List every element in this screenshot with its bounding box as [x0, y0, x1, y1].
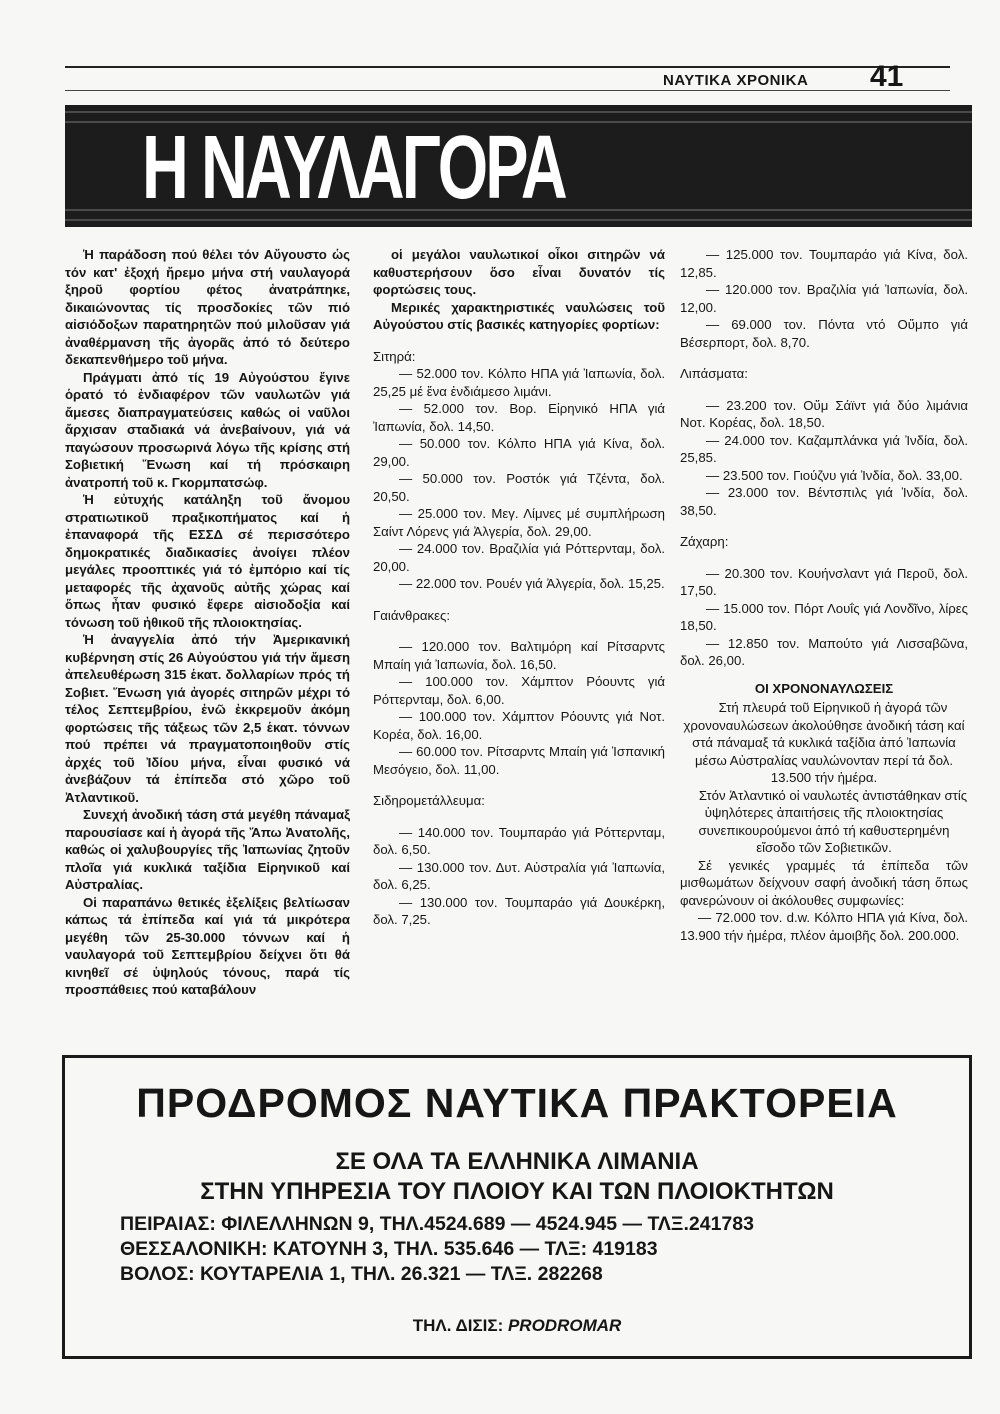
fixture-item: — 24.000 τον. Βραζιλία γιά Ρόττερνταμ, δολ. 20,00. [373, 541, 665, 574]
fixture-item: — 15.000 τον. Πόρτ Λουΐς γιά Λονδῖνο, λίρες 18,50. [680, 600, 968, 633]
category-heading: Σιδηρομετάλλευμα: [373, 793, 485, 808]
ad-company-name: ΠΡΟΔΡΟΜΟΣ ΝΑΥΤΙΚΑ ΠΡΑΚΤΟΡΕΙΑ [136, 1080, 898, 1126]
paragraph: Συνεχή ἀνοδική τάση στά μεγέθη πάναμαξ παρουσίασε καί ἡ ἀγορά τῆς Ἄπω Ἀνατολῆς, καθώς οἱ χαλυβουργίες τῆς Ἰαπωνίας ζητοῦν πλοῖα γιά κυκλικά ταξίδια Εἰρηνικοῦ καί Αὐστραλίας. [65, 807, 350, 892]
category-heading: Σιτηρά: [373, 348, 416, 364]
paragraph: Στόν Ἀτλαντικό οἱ ναυλωτές ἀντιστάθηκαν στίς ὑψηλότερες ἀπαιτήσεις τῆς πλοιοκτησίας συνεπικουρούμενοι ἀπό τή καθυστερημένη εἴσοδο τῶν Σοβιετικῶν. [698, 787, 968, 855]
ad-address-thessaloniki: ΘΕΣΣΑΛΟΝΙΚΗ: ΚΑΤΟΥΝΗ 3, ΤΗΛ. 535.646 — ΤΛΞ: 419183 [120, 1238, 658, 1260]
fixture-item: — 12.850 τον. Μαπούτο γιά Λισσαβῶνα, δολ. 26,00. [680, 635, 968, 668]
ad-tagline-1: ΣΕ ΟΛΑ ΤΑ ΕΛΛΗΝΙΚΑ ΛΙΜΑΝΙΑ [335, 1148, 699, 1175]
fixture-item: — 52.000 τον. Βορ. Εἰρηνικό ΗΠΑ γιά Ἰαπωνία, δολ. 14,50. [373, 401, 665, 434]
fixture-item: — 130.000 τον. Τουμπαράο γιά Δουκέρκη, δολ. 7,25. [373, 894, 665, 927]
fixture-item: — 120.000 τον. Βαλτιμόρη καί Ρίτσαρντς Μπαίη γιά Ἰαπωνία, δολ. 16,50. [373, 639, 665, 672]
fixture-item: — 22.000 τον. Ρουέν γιά Ἀλγερία, δολ. 15,25. [399, 576, 665, 591]
fixture-item: — 23.200 τον. Οὔμ Σάϊντ γιά δύο λιμάνια Νοτ. Κορέας, δολ. 18,50. [680, 397, 968, 430]
paragraph: Ἡ ἀναγγελία ἀπό τήν Ἀμερικανική κυβέρνηση στίς 26 Αὐγούστου γιά τήν ἄμεση ἀπελευθέρωση 315 ἑκατ. δολλαρίων πρός τή Σοβιετ. Ἕνωση γιά ἀγορές σιτηρῶν μέχρι τό τέλος Σεπτεμβρίου, ἐνῶ ἐκκρεμοῦν ἀκόμη φορτώσεις τῆς τάξεως τῶν 2,5 ἑκατ. τόννων πού πρέπει νά πραγματοποιηθοῦν στίς ἀρχές τοῦ Ἰδίου μήνα, εἶναι φυσικό νά ἀνεβάζουν τά ἐπίπεδα στό χῶρο τοῦ Ἀτλαντικοῦ. [65, 632, 350, 805]
ad-tel-label: ΤΗΛ. ΔΙΣΙΣ: [412, 1316, 504, 1335]
paragraph: Ἡ παράδοση πού θέλει τόν Αὔγουστο ὡς τόν κατ' ἐξοχή ἤρεμο μήνα στή ναυλαγορά ξηροῦ φορτίου φέτος ἀνατράπηκε, δικαιώνοντας τίς προσδοκίες τῶν πιό αἰσιόδοξων παρατηρητῶν πού μιλοῦσαν γιά ἀναθέρμανση τῆς ἀγορᾶς ἀπό τό δεύτερο δεκαπενθήμερο τοῦ μήνα. [65, 247, 350, 367]
ad-cable-address [65, 1316, 969, 1336]
article-column-3 [680, 246, 968, 944]
category-heading: Ζάχαρη: [680, 534, 729, 549]
paragraph: Οἱ παραπάνω θετικές ἐξελίξεις βελτίωσαν κάπως τά ἐπίπεδα καί γιά τά μικρότερα μεγέθη τῶν 25-30.000 τόννων καί ἡ ναυλαγορά τοῦ Σεπτεμβρίου δείχνει ὅτι θά κινηθεῖ σέ ὑψηλούς τόνους, παρά τίς προσπάθειες πού καταβάλουν [65, 894, 350, 997]
paragraph: Σέ γενικές γραμμές τά ἐπίπεδα τῶν μισθωμάτων δείχνουν σαφή ἀνοδική τάση ὅπως φανερώνουν οἱ ἀκόλουθες συμφωνίες: [680, 857, 968, 908]
fixture-item: — 125.000 τον. Τουμπαράο γιά Κίνα, δολ. 12,85. [680, 247, 968, 280]
fixture-item: — 130.000 τον. Δυτ. Αὐστραλία γιά Ἰαπωνία, δολ. 6,25. [373, 859, 665, 892]
section-heading: ΟΙ ΧΡΟΝΟΝΑΥΛΩΣΕΙΣ [754, 680, 894, 696]
article-column-2 [373, 246, 665, 929]
fixture-item: — 20.300 τον. Κουήνσλαντ γιά Περοῦ, δολ. 17,50. [680, 565, 968, 598]
paragraph: Στή πλευρά τοῦ Εἰρηνικοῦ ἡ ἀγορά τῶν χρονοναυλώσεων ἀκολούθησε ἀνοδική τάση καί στά πάναμαξ τά κυκλικά ταξίδια ἀπό Ἰαπωνία μέσω Αὐστραλίας ναυλώνονταν περί τά δολ. 13.500 τήν ἡμέρα. [683, 700, 965, 785]
fixture-item: — 60.000 τον. Ρίτσαρντς Μπαίη γιά Ἱσπανική Μεσόγειο, δολ. 11,00. [373, 744, 665, 777]
page-title: Η ΝΑΥΛΑΓΟΡΑ [142, 118, 565, 218]
fixture-item: — 50.000 τον. Κόλπο ΗΠΑ γιά Κίνα, δολ. 29,00. [373, 436, 665, 469]
paragraph: Πράγματι ἀπό τίς 19 Αὐγούστου ἔγινε ὁρατό τό ἐνδιαφέρον τῶν ναυλωτῶν γιά ἄμεσες διαπραγματεύσεις καθώς οἱ ναῦλοι ἄρχισαν σταδιακά νά ἀνεβαίνουν, γιά νά παγώσουν προσωρινά λόγω τῆς κρίσης στή Σοβιετική Ἕνωση καί τή πρόσκαιρη ἀνατροπή τοῦ κ. Γκορμπατσώφ. [65, 369, 350, 490]
fixture-item: — 23.000 τον. Βέντσπιλς γιά Ἰνδία, δολ. 38,50. [680, 485, 968, 518]
fixture-item: — 140.000 τον. Τουμπαράο γιά Ρόττερνταμ, δολ. 6,50. [373, 824, 665, 857]
ad-tagline-2: ΣΤΗΝ ΥΠΗΡΕΣΙΑ ΤΟΥ ΠΛΟΙΟΥ ΚΑΙ ΤΩΝ ΠΛΟΙΟΚΤΗΤΩΝ [200, 1178, 834, 1205]
fixture-item: — 50.000 τον. Ροστόκ γιά Τζέντα, δολ. 20,50. [373, 471, 665, 504]
header-rule-top [65, 66, 950, 68]
fixture-item: — 52.000 τον. Κόλπο ΗΠΑ γιά Ἰαπωνία, δολ. 25,25 μέ ἕνα ἐνδιάμεσο λιμάνι. [373, 366, 665, 399]
paragraph: Μερικές χαρακτηριστικές ναυλώσεις τοῦ Αὐγούστου στίς βασικές κατηγορίες φορτίων: [373, 299, 665, 332]
header-rule-bottom [65, 90, 950, 91]
fixture-item: — 100.000 τον. Χάμπτον Ρόουντς γιά Ρόττερνταμ, δολ. 6,00. [373, 674, 665, 707]
fixture-item: — 100.000 τον. Χάμπτον Ρόουντς γιά Νοτ. Κορέα, δολ. 16,00. [373, 709, 665, 742]
paragraph: οἱ μεγάλοι ναυλωτικοί οἶκοι σιτηρῶν νά καθυστερήσουν ὅσο εἶναι δυνατόν τίς φορτώσεις τους. [373, 247, 665, 297]
advertisement-box [62, 1055, 972, 1359]
fixture-item: — 23.500 τον. Γιούζνυ γιά Ἰνδία, δολ. 33,00. [706, 467, 963, 483]
fixture-item: — 25.000 τον. Μεγ. Λίμνες μέ συμπλήρωση Σαίντ Λόρενς γιά Ἀλγερία, δολ. 29,00. [373, 506, 665, 539]
title-banner [65, 105, 972, 227]
fixture-item: — 120.000 τον. Βραζιλία γιά Ἰαπωνία, δολ. 12,00. [680, 282, 968, 315]
fixture-item: — 69.000 τον. Πόντα ντό Οὔμπο γιά Βέσερπορτ, δολ. 8,70. [680, 317, 968, 350]
category-heading: Λιπάσματα: [680, 366, 748, 381]
paragraph: Ἡ εὐτυχής κατάληξη τοῦ ἄνομου στρατιωτικοῦ πραξικοπήματος καί ἡ ἐπαναφορά τῆς ΕΣΣΔ σέ περισσότερο δημοκρατικές διαδικασίες ἀνοίγει πλέον μεγάλες προοπτικές γιά τό ἐμπόριο καί τίς μεταφορές τῆς ἀχανοῦς αὐτῆς χώρας καί ὅπως ἦταν φυσικό ἔφερε αἰσιοδοξία καί τόνωση τοῦ ἠθικοῦ τῆς πλοιοκτησίας. [65, 492, 350, 630]
article-column-1 [65, 246, 350, 999]
ad-tel-value: PRODROMAR [507, 1316, 622, 1335]
paragraph: — 72.000 τον. d.w. Κόλπο ΗΠΑ γιά Κίνα, δολ. 13.900 τήν ἡμέρα, πλέον ἀμοιβῆς δολ. 200.000. [680, 910, 968, 943]
ad-address-piraeus: ΠΕΙΡΑΙΑΣ: ΦΙΛΕΛΛΗΝΩΝ 9, ΤΗΛ.4524.689 — 4524.945 — ΤΛΞ.241783 [120, 1213, 754, 1235]
fixture-item: — 24.000 τον. Καζαμπλάνκα γιά Ἰνδία, δολ. 25,85. [680, 432, 968, 465]
magazine-name: ΝΑΥΤΙΚΑ ΧΡΟΝΙΚΑ [663, 72, 809, 89]
ad-address-volos: ΒΟΛΟΣ: ΚΟΥΤΑΡΕΛΙΑ 1, ΤΗΛ. 26.321 — ΤΛΞ. 282268 [120, 1263, 603, 1285]
page-number: 41 [870, 60, 904, 93]
category-heading: Γαιάνθρακες: [373, 607, 450, 623]
